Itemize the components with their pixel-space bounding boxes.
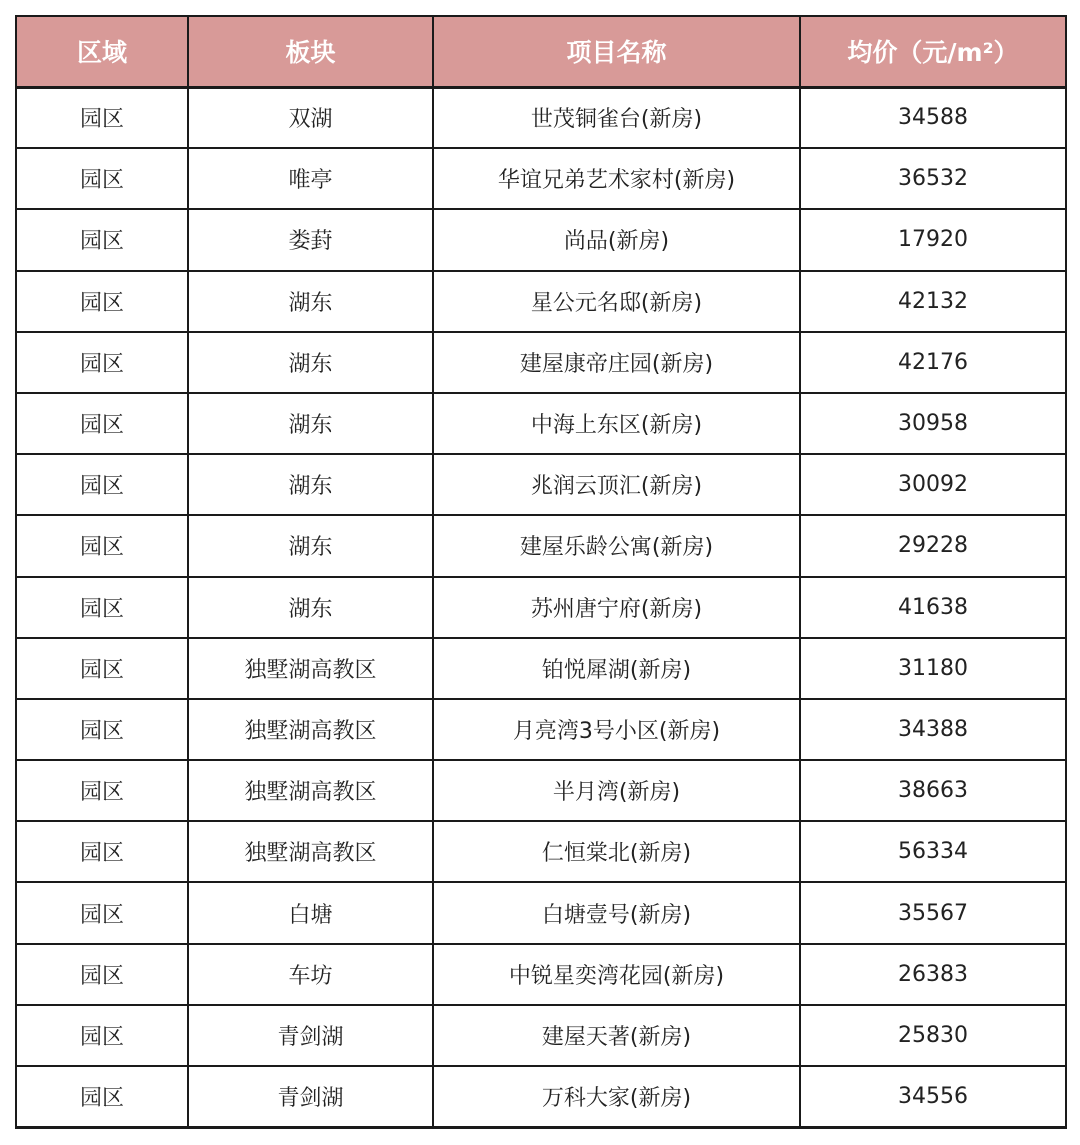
cell-sector: 湖东: [188, 515, 433, 576]
cell-district: 园区: [16, 1005, 188, 1066]
cell-district: 园区: [16, 577, 188, 638]
cell-sector: 湖东: [188, 271, 433, 332]
cell-project-name: 铂悦犀湖(新房): [433, 638, 800, 699]
cell-project-name: 建屋康帝庄园(新房): [433, 332, 800, 393]
table-row: [16, 882, 1066, 943]
cell-district: 园区: [16, 148, 188, 209]
cell-average-price: 25830: [800, 1005, 1066, 1066]
table-row: [16, 1066, 1066, 1127]
cell-sector: 车坊: [188, 944, 433, 1005]
cell-average-price: 17920: [800, 209, 1066, 270]
cell-project-name: 半月湾(新房): [433, 760, 800, 821]
cell-project-name: 万科大家(新房): [433, 1066, 800, 1127]
cell-project-name: 兆润云顶汇(新房): [433, 454, 800, 515]
cell-sector: 唯亭: [188, 148, 433, 209]
table-row: [16, 944, 1066, 1005]
cell-project-name: 中锐星奕湾花园(新房): [433, 944, 800, 1005]
cell-average-price: 36532: [800, 148, 1066, 209]
cell-sector: 娄葑: [188, 209, 433, 270]
cell-sector: 独墅湖高教区: [188, 821, 433, 882]
cell-district: 园区: [16, 882, 188, 943]
cell-average-price: 34388: [800, 699, 1066, 760]
table-row: [16, 332, 1066, 393]
cell-sector: 青剑湖: [188, 1066, 433, 1127]
cell-sector: 湖东: [188, 332, 433, 393]
cell-average-price: 31180: [800, 638, 1066, 699]
cell-district: 园区: [16, 821, 188, 882]
cell-project-name: 白塘壹号(新房): [433, 882, 800, 943]
header-project-name: 项目名称: [433, 16, 800, 87]
cell-project-name: 建屋天著(新房): [433, 1005, 800, 1066]
cell-district: 园区: [16, 1066, 188, 1127]
header-average-price: 均价（元/m²）: [800, 16, 1066, 87]
cell-average-price: 34588: [800, 87, 1066, 148]
cell-average-price: 30092: [800, 454, 1066, 515]
cell-project-name: 中海上东区(新房): [433, 393, 800, 454]
table-row: [16, 209, 1066, 270]
table-row: [16, 87, 1066, 148]
cell-project-name: 世茂铜雀台(新房): [433, 87, 800, 148]
cell-average-price: 30958: [800, 393, 1066, 454]
table-row: [16, 821, 1066, 882]
cell-sector: 湖东: [188, 393, 433, 454]
cell-district: 园区: [16, 699, 188, 760]
cell-district: 园区: [16, 332, 188, 393]
cell-sector: 白塘: [188, 882, 433, 943]
cell-sector: 湖东: [188, 577, 433, 638]
cell-average-price: 29228: [800, 515, 1066, 576]
cell-district: 园区: [16, 454, 188, 515]
table-row: [16, 271, 1066, 332]
cell-project-name: 华谊兄弟艺术家村(新房): [433, 148, 800, 209]
header-sector: 板块: [188, 16, 433, 87]
table-row: [16, 699, 1066, 760]
table-row: [16, 148, 1066, 209]
cell-project-name: 尚品(新房): [433, 209, 800, 270]
price-table: [15, 15, 1067, 1129]
table-row: [16, 393, 1066, 454]
cell-sector: 湖东: [188, 454, 433, 515]
cell-project-name: 仁恒棠北(新房): [433, 821, 800, 882]
cell-district: 园区: [16, 209, 188, 270]
cell-district: 园区: [16, 393, 188, 454]
cell-district: 园区: [16, 760, 188, 821]
table-row: [16, 515, 1066, 576]
cell-sector: 独墅湖高教区: [188, 699, 433, 760]
table-row: [16, 454, 1066, 515]
table-body: [16, 87, 1066, 1127]
cell-sector: 青剑湖: [188, 1005, 433, 1066]
cell-project-name: 星公元名邸(新房): [433, 271, 800, 332]
cell-average-price: 34556: [800, 1066, 1066, 1127]
cell-average-price: 38663: [800, 760, 1066, 821]
cell-average-price: 26383: [800, 944, 1066, 1005]
cell-average-price: 41638: [800, 577, 1066, 638]
cell-district: 园区: [16, 515, 188, 576]
cell-district: 园区: [16, 638, 188, 699]
table-row: [16, 638, 1066, 699]
cell-district: 园区: [16, 271, 188, 332]
cell-sector: 双湖: [188, 87, 433, 148]
cell-average-price: 42176: [800, 332, 1066, 393]
cell-district: 园区: [16, 944, 188, 1005]
price-table-container: [15, 15, 1065, 1129]
cell-project-name: 建屋乐龄公寓(新房): [433, 515, 800, 576]
header-district: 区域: [16, 16, 188, 87]
cell-district: 园区: [16, 87, 188, 148]
table-row: [16, 577, 1066, 638]
cell-sector: 独墅湖高教区: [188, 760, 433, 821]
table-header: [16, 16, 1066, 87]
table-row: [16, 1005, 1066, 1066]
cell-project-name: 月亮湾3号小区(新房): [433, 699, 800, 760]
header-row: [16, 16, 1066, 87]
cell-average-price: 56334: [800, 821, 1066, 882]
cell-project-name: 苏州唐宁府(新房): [433, 577, 800, 638]
cell-average-price: 42132: [800, 271, 1066, 332]
cell-sector: 独墅湖高教区: [188, 638, 433, 699]
table-row: [16, 760, 1066, 821]
cell-average-price: 35567: [800, 882, 1066, 943]
